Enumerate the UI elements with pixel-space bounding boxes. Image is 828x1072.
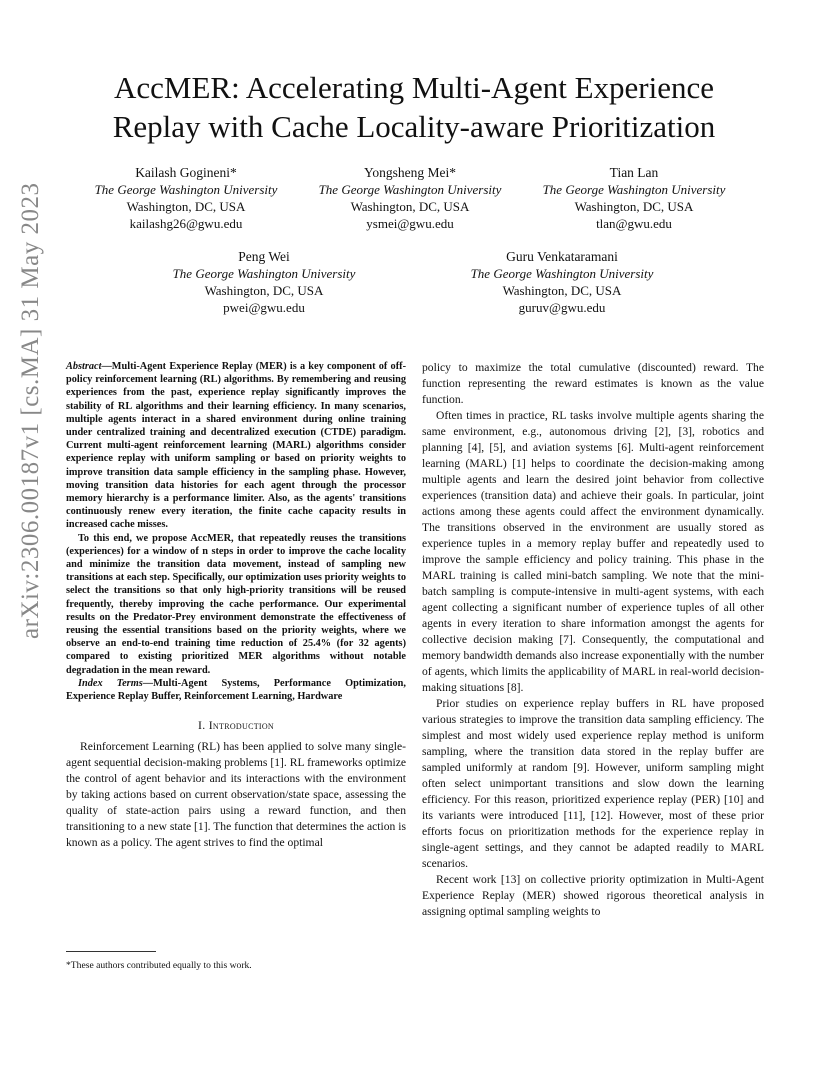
author-block [154, 248, 374, 316]
author-block [300, 164, 520, 232]
author-email[interactable]: tlan@gwu.edu [596, 216, 672, 231]
abstract-paragraph-1 [66, 360, 406, 532]
author-location: Washington, DC, USA [574, 199, 694, 214]
author-name: Kailash Gogineni* [135, 165, 237, 180]
section-heading [66, 717, 406, 733]
author-block [524, 164, 744, 232]
author-email[interactable]: pwei@gwu.edu [223, 300, 305, 315]
index-terms-label: Index Terms [78, 677, 143, 689]
author-block [76, 164, 296, 232]
section-title: Introduction [208, 718, 275, 733]
author-block [452, 248, 672, 316]
intro-paragraph-1: Reinforcement Learning (RL) has been applied to solve many single-agent sequential decision-making problems [1]. RL frameworks optimize the control of agent behavior and its interactions with the environment by taking actions based on current observation/state space, assessing the quality of state-action pairs using a reward function, and then transitioning to a new state [1]. The function that determines the action is known as a policy. The agent strives to find the optimal [66, 740, 406, 850]
abstract-text-1: —Multi-Agent Experience Replay (MER) is a key component of off-policy reinforcement learning (RL) algorithms. By remembering and reusing experiences from the past, experience replay significantly improves the stability of RL algorithms and their learning efficiency. In many scenarios, multiple agents interact in a shared environment during online training under centralized training and decentralized execution (CTDE) paradigm. Current multi-agent reinforcement learning (MARL) algorithms consider experience replay with uniform sampling or based on priority weights to improve transition data sample efficiency in the sampling phase. However, moving transition data histories for each agent through the processor memory hierarchy is a performance limiter. Also, as the agents' transitions continuously renew every iteration, the finite cache capacity results in increased cache misses. [66, 361, 406, 531]
author-affiliation: The George Washington University [542, 182, 726, 197]
body-paragraph-3: Recent work [13] on collective priority optimization in Multi-Agent Experience Replay (MER) showed rigorous theoretical analysis in assigning optimal sampling weights to [422, 873, 764, 918]
right-column [422, 360, 764, 920]
author-affiliation: The George Washington University [172, 266, 356, 281]
author-location: Washington, DC, USA [204, 283, 324, 298]
body-paragraph-2: Prior studies on experience replay buffers in RL have proposed various strategies to improve the transition data sampling efficiency. The simplest and most widely used experience replay method is uniform sampling, where the transition data stored in the replay buffer are sampled uniformly at random [9]. However, uniform sampling might often select unimportant transitions and slow down the learning efficiency. For this reason, prioritized experience replay (PER) [10] and its variants were introduced [11], [12]. However, most of these prior efforts focus on prioritization methods for the experience replay in single-agent settings, and they cannot be adapted readily to MARL scenarios. [422, 697, 764, 870]
index-terms-text: —Multi-Agent Systems, Performance Optimization, Experience Replay Buffer, Reinforcement Learning, Hardware [66, 677, 406, 703]
footnote: *These authors contributed equally to this work. [66, 960, 252, 971]
author-email[interactable]: kailashg26@gwu.edu [129, 216, 243, 231]
author-affiliation: The George Washington University [470, 266, 654, 281]
abstract-paragraph-2: To this end, we propose AccMER, that repeatedly reuses the transitions (experiences) for a window of n steps in order to improve the cache locality and minimize the transition data movement, instead of sampling new transitions at each step. Specifically, our optimization uses priority weights to select the transitions so that only high-priority transitions will be reused frequently, thereby improving the cache performance. Our experimental results on the Predator-Prey environment demonstrate the effectiveness of reusing the essential transitions based on the priority weights, where we observe an end-to-end training time reduction of 25.4% (for 32 agents) compared to existing prioritized MER algorithms without notable degradation in the mean reward. [66, 532, 406, 676]
body-paragraph-0: policy to maximize the total cumulative (discounted) reward. The function representing the reward estimates is known as the value function. [422, 361, 764, 406]
author-affiliation: The George Washington University [318, 182, 502, 197]
author-location: Washington, DC, USA [126, 199, 246, 214]
arxiv-stamp: arXiv:2306.00187v1 [cs.MA] 31 May 2023 [17, 182, 44, 639]
author-affiliation: The George Washington University [94, 182, 278, 197]
author-email[interactable]: guruv@gwu.edu [518, 300, 606, 315]
paper-title [60, 68, 768, 146]
author-email[interactable]: ysmei@gwu.edu [366, 216, 454, 231]
title-line-2: Replay with Cache Locality-aware Prioritization [112, 109, 716, 144]
author-location: Washington, DC, USA [350, 199, 470, 214]
body-paragraph-1: Often times in practice, RL tasks involve multiple agents sharing the same environment, e.g., autonomous driving [2], [3], robotics and planning [4], [5], and aviation systems [6]. Multi-agent reinforcement learning (MARL) [1] helps to coordinate the decision-making among multiple agents and learn the desired joint behavior from collective experiences (transition data) and achieve their goals. In particular, joint actions among these agents could affect the environment dynamically. The transitions observed in the environment are usually stored as experience tuples in a memory replay buffer and repeatedly used to improve the sample efficiency and policy training. This phase in the MARL training is called mini-batch sampling. We note that the mini-batch sampling is compute-intensive in multi-agent systems, with each agent collecting a significant number of experience tuples of all other agents in every iteration to share information amongst the agents for collective decision making [7]. Consequently, the computational and memory bandwidth demands also increase exponentially with the number of agents, which limits the applicability of MARL in real-world decision-making situations [8]. [422, 409, 764, 694]
title-line-1: AccMER: Accelerating Multi-Agent Experience [114, 70, 714, 105]
left-column [66, 360, 406, 851]
author-name: Peng Wei [238, 249, 290, 264]
abstract-label: Abstract [66, 361, 102, 372]
author-name: Guru Venkataramani [506, 249, 618, 264]
index-terms [66, 677, 406, 703]
author-name: Yongsheng Mei* [363, 165, 456, 180]
section-number: I. [197, 718, 206, 733]
author-location: Washington, DC, USA [502, 283, 622, 298]
author-name: Tian Lan [609, 165, 659, 180]
footnote-rule [66, 951, 156, 952]
